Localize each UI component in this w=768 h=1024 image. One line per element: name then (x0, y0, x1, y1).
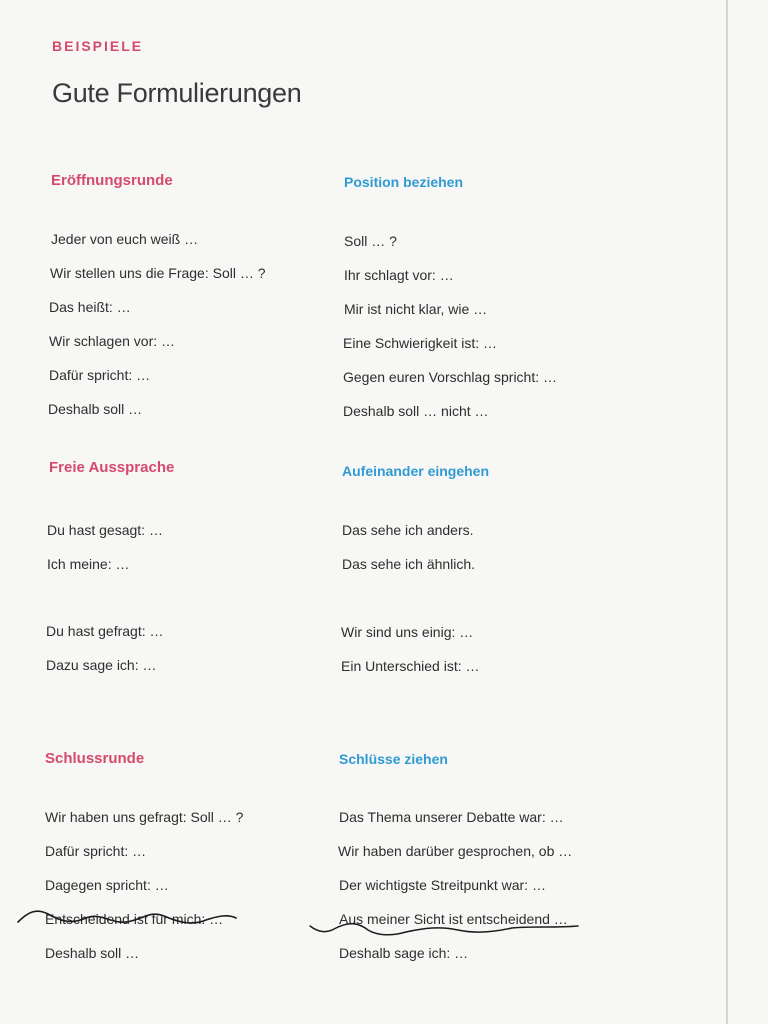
list-item: Eine Schwierigkeit ist: … (343, 335, 498, 351)
list-item: Entscheidend ist für mich: … (45, 911, 224, 927)
section-heading: Schlüsse ziehen (339, 751, 448, 767)
section-heading: Schlussrunde (45, 750, 145, 767)
list-item: Ich meine: … (47, 556, 130, 572)
section-position-beziehen (343, 174, 558, 419)
list-item: Dagegen spricht: … (45, 877, 169, 893)
section-heading: Aufeinander eingehen (342, 463, 490, 479)
page-title: Gute Formulierungen (52, 78, 302, 108)
list-item: Das sehe ich anders. (342, 522, 474, 538)
list-item: Ihr schlagt vor: … (344, 267, 454, 283)
section-heading: Freie Aussprache (49, 459, 175, 476)
page-edge (726, 0, 728, 1024)
list-item: Du hast gefragt: … (46, 623, 164, 639)
list-item: Wir sind uns einig: … (341, 624, 474, 640)
list-item: Wir haben darüber gesprochen, ob … (338, 843, 573, 859)
list-item: Deshalb sage ich: … (339, 945, 469, 961)
section-aufeinander-eingehen (341, 463, 490, 674)
list-item: Dazu sage ich: … (46, 657, 157, 673)
list-item: Du hast gesagt: … (47, 522, 163, 538)
list-item: Gegen euren Vorschlag spricht: … (343, 369, 558, 385)
list-item: Das Thema unserer Debatte war: … (339, 809, 564, 825)
list-item: Deshalb soll … (45, 945, 140, 961)
list-item: Wir haben uns gefragt: Soll … ? (45, 809, 244, 825)
section-schlussrunde (45, 750, 244, 961)
list-item: Das sehe ich ähnlich. (342, 556, 476, 572)
section-eroeffnungsrunde (48, 172, 266, 417)
list-item: Wir stellen uns die Frage: Soll … ? (50, 265, 266, 281)
list-item: Mir ist nicht klar, wie … (344, 301, 488, 317)
list-item: Jeder von euch weiß … (51, 231, 199, 247)
list-item: Dafür spricht: … (45, 843, 147, 859)
section-freie-aussprache (46, 459, 175, 673)
list-item: Ein Unterschied ist: … (341, 658, 480, 674)
list-item: Das heißt: … (49, 299, 131, 315)
list-item: Deshalb soll … (48, 401, 143, 417)
pen-underline-left (14, 902, 244, 932)
list-item: Soll … ? (344, 233, 397, 249)
section-heading: Eröffnungsrunde (51, 172, 173, 189)
list-item: Dafür spricht: … (49, 367, 151, 383)
list-item: Deshalb soll … nicht … (343, 403, 489, 419)
list-item: Wir schlagen vor: … (49, 333, 176, 349)
section-label: BEISPIELE (52, 38, 144, 54)
list-item: Der wichtigste Streitpunkt war: … (339, 877, 546, 893)
list-item: Aus meiner Sicht ist entscheidend … (339, 911, 568, 927)
section-heading: Position beziehen (344, 174, 464, 190)
section-schluesse-ziehen (338, 751, 573, 961)
pen-underline-right (306, 918, 586, 942)
